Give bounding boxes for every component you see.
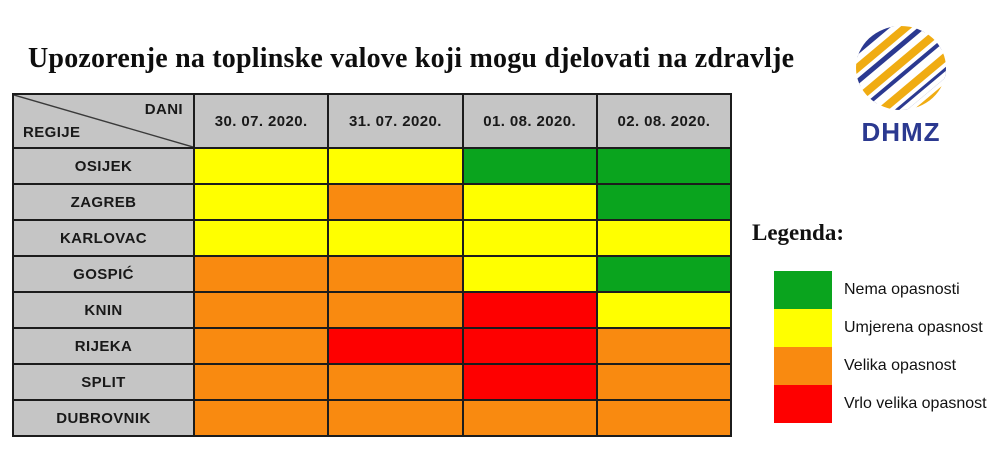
heat-cell xyxy=(194,292,328,328)
heat-cell xyxy=(194,256,328,292)
table-row xyxy=(13,364,731,400)
legend-label: Umjerena opasnost xyxy=(844,319,983,336)
corner-label-regije: REGIJE xyxy=(23,124,81,141)
legend-swatch-yellow xyxy=(774,309,832,347)
heat-cell xyxy=(328,364,462,400)
table-header-row xyxy=(13,94,731,148)
heat-cell xyxy=(194,184,328,220)
legend-item xyxy=(774,347,998,385)
table-row xyxy=(13,328,731,364)
legend-item xyxy=(774,385,998,423)
date-column-header: 30. 07. 2020. xyxy=(194,94,328,148)
region-label: DUBROVNIK xyxy=(13,400,194,436)
legend-label: Nema opasnosti xyxy=(844,281,960,298)
heat-cell xyxy=(463,400,597,436)
date-column-header: 02. 08. 2020. xyxy=(597,94,731,148)
region-label: KARLOVAC xyxy=(13,220,194,256)
corner-label-dani: DANI xyxy=(144,101,183,118)
legend-item xyxy=(774,309,998,347)
heat-cell xyxy=(463,184,597,220)
heat-cell xyxy=(328,256,462,292)
legend-label: Velika opasnost xyxy=(844,357,957,374)
legend-items xyxy=(774,271,998,423)
heat-cell xyxy=(328,328,462,364)
corner-cell xyxy=(13,94,194,148)
heat-cell xyxy=(597,148,731,184)
heat-cell xyxy=(463,220,597,256)
region-label: SPLIT xyxy=(13,364,194,400)
region-label: OSIJEK xyxy=(13,148,194,184)
table-row xyxy=(13,400,731,436)
dhmz-logo xyxy=(845,22,957,148)
table-row xyxy=(13,256,731,292)
heat-cell xyxy=(194,220,328,256)
heat-cell xyxy=(597,184,731,220)
heat-cell xyxy=(328,184,462,220)
region-label: GOSPIĆ xyxy=(13,256,194,292)
region-label: RIJEKA xyxy=(13,328,194,364)
heat-cell xyxy=(463,148,597,184)
heat-cell xyxy=(194,400,328,436)
page-title: Upozorenje na toplinske valove koji mogu djelovati na zdravlje xyxy=(28,42,795,74)
heat-cell xyxy=(194,328,328,364)
region-label: ZAGREB xyxy=(13,184,194,220)
date-column-header: 31. 07. 2020. xyxy=(328,94,462,148)
heat-cell xyxy=(463,328,597,364)
heat-cell xyxy=(463,256,597,292)
date-column-header: 01. 08. 2020. xyxy=(463,94,597,148)
heat-cell xyxy=(597,292,731,328)
table-row xyxy=(13,148,731,184)
heat-cell xyxy=(597,400,731,436)
heat-cell xyxy=(463,364,597,400)
dhmz-logo-text: DHMZ xyxy=(861,117,941,147)
heat-cell xyxy=(194,364,328,400)
heat-cell xyxy=(597,220,731,256)
legend-swatch-green xyxy=(774,271,832,309)
legend-swatch-red xyxy=(774,385,832,423)
table-row xyxy=(13,220,731,256)
legend-swatch-orange xyxy=(774,347,832,385)
heat-cell xyxy=(194,148,328,184)
table-row xyxy=(13,292,731,328)
heat-cell xyxy=(328,148,462,184)
heat-warning-table xyxy=(12,93,732,437)
legend-label: Vrlo velika opasnost xyxy=(844,395,987,412)
heat-cell xyxy=(597,364,731,400)
table-row xyxy=(13,184,731,220)
heat-cell xyxy=(328,292,462,328)
heat-cell xyxy=(328,220,462,256)
heat-cell xyxy=(328,400,462,436)
legend-title: Legenda: xyxy=(752,220,844,245)
heat-cell xyxy=(597,328,731,364)
legend xyxy=(748,220,998,423)
heat-cell xyxy=(597,256,731,292)
region-label: KNIN xyxy=(13,292,194,328)
legend-item xyxy=(774,271,998,309)
heat-cell xyxy=(463,292,597,328)
dhmz-globe-icon xyxy=(851,22,951,118)
